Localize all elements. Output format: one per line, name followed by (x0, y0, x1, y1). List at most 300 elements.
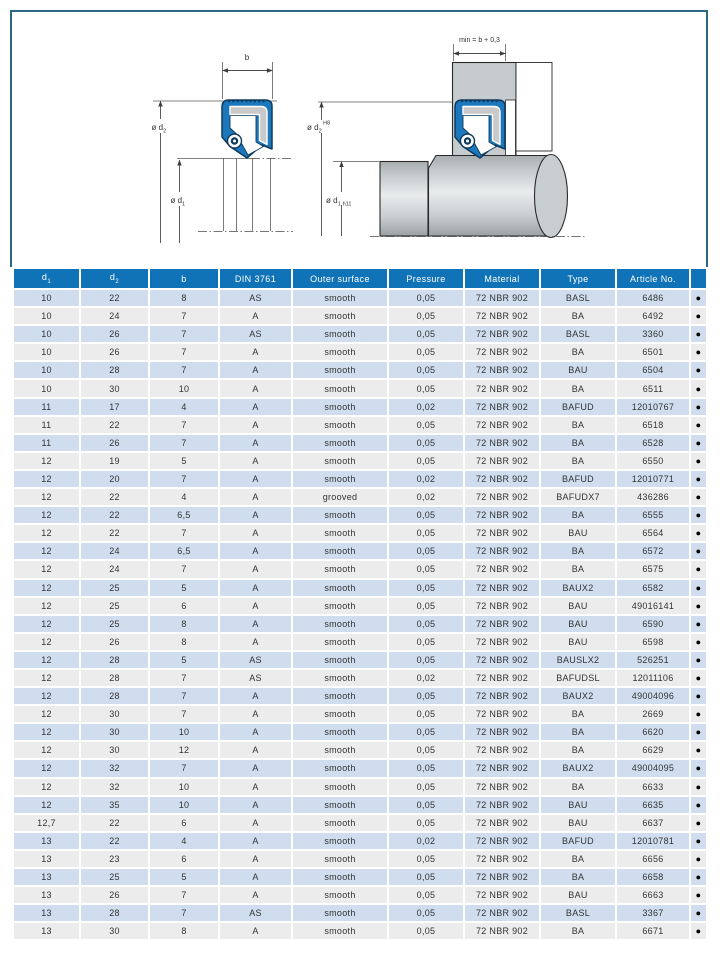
table-cell: 7 (150, 308, 218, 324)
table-row (14, 833, 706, 849)
table-cell: 25 (81, 598, 148, 614)
table-cell: BASL (541, 905, 615, 921)
table-cell: 72 NBR 902 (465, 923, 539, 939)
table-cell: 72 NBR 902 (465, 507, 539, 523)
table-cell: A (220, 380, 291, 396)
table-cell: 19 (81, 453, 148, 469)
table-cell: 12 (150, 742, 218, 758)
table-cell: smooth (293, 453, 387, 469)
table-row (14, 399, 706, 415)
availability-dot: ● (691, 471, 706, 487)
shaft-end-face (535, 155, 568, 238)
table-cell: AS (220, 290, 291, 306)
table-cell: A (220, 362, 291, 378)
table-row (14, 380, 706, 396)
col-header-din: DIN 3761 (220, 269, 291, 288)
table-cell: 72 NBR 902 (465, 797, 539, 813)
table-cell: BA (541, 869, 615, 885)
table-cell: BAU (541, 362, 615, 378)
table-row (14, 887, 706, 903)
table-cell: 30 (81, 923, 148, 939)
table-cell: A (220, 543, 291, 559)
table-row (14, 742, 706, 758)
table-cell: smooth (293, 634, 387, 650)
table-cell: BASL (541, 290, 615, 306)
table-cell: 26 (81, 326, 148, 342)
availability-dot: ● (691, 760, 706, 776)
table-cell: 22 (81, 417, 148, 433)
table-cell: 4 (150, 489, 218, 505)
availability-dot: ● (691, 435, 706, 451)
table-cell: BAU (541, 598, 615, 614)
table-cell: smooth (293, 923, 387, 939)
table-cell: BA (541, 923, 615, 939)
table-cell: 72 NBR 902 (465, 471, 539, 487)
table-cell: smooth (293, 652, 387, 668)
table-cell: 0,05 (389, 923, 463, 939)
table-cell: 7 (150, 887, 218, 903)
table-cell: AS (220, 652, 291, 668)
table-cell: 5 (150, 580, 218, 596)
table-cell: 8 (150, 616, 218, 632)
table-cell: smooth (293, 308, 387, 324)
table-cell: 17 (81, 399, 148, 415)
table-row (14, 688, 706, 704)
table-cell: 6575 (617, 561, 689, 577)
table-cell: 6504 (617, 362, 689, 378)
table-cell: 49004095 (617, 760, 689, 776)
table-cell: 26 (81, 435, 148, 451)
table-cell: 72 NBR 902 (465, 399, 539, 415)
table-cell: 0,05 (389, 417, 463, 433)
table-row (14, 905, 706, 921)
mounted-seal-diagram (305, 37, 585, 238)
availability-dot: ● (691, 417, 706, 433)
table-cell: 6528 (617, 435, 689, 451)
table-cell: smooth (293, 380, 387, 396)
table-cell: 22 (81, 525, 148, 541)
table-cell: 7 (150, 760, 218, 776)
availability-dot: ● (691, 344, 706, 360)
availability-dot: ● (691, 580, 706, 596)
table-cell: BASL (541, 326, 615, 342)
table-cell: BAFUD (541, 833, 615, 849)
table-cell: BA (541, 417, 615, 433)
table-row (14, 598, 706, 614)
table-cell: 6486 (617, 290, 689, 306)
table-cell: 28 (81, 670, 148, 686)
table-cell: smooth (293, 417, 387, 433)
table-cell: 72 NBR 902 (465, 489, 539, 505)
availability-dot: ● (691, 380, 706, 396)
table-row (14, 417, 706, 433)
table-cell: BA (541, 706, 615, 722)
table-cell: 32 (81, 779, 148, 795)
table-cell: 5 (150, 453, 218, 469)
col-header-outer-surface: Outer surface (293, 269, 387, 288)
table-cell: 12 (14, 543, 79, 559)
table-cell: 0,02 (389, 399, 463, 415)
table-row (14, 362, 706, 378)
table-cell: 26 (81, 887, 148, 903)
table-cell: 10 (14, 344, 79, 360)
table-cell: A (220, 742, 291, 758)
table-cell: 22 (81, 290, 148, 306)
table-cell: 6564 (617, 525, 689, 541)
table-cell: 22 (81, 489, 148, 505)
table-row (14, 760, 706, 776)
table-cell: 0,05 (389, 580, 463, 596)
table-cell: smooth (293, 815, 387, 831)
table-cell: 26 (81, 344, 148, 360)
table-cell: 3360 (617, 326, 689, 342)
table-cell: A (220, 797, 291, 813)
table-cell: 6658 (617, 869, 689, 885)
table-cell: 7 (150, 362, 218, 378)
table-cell: 12 (14, 471, 79, 487)
table-cell: 0,05 (389, 525, 463, 541)
table-cell: 0,05 (389, 561, 463, 577)
table-cell: 72 NBR 902 (465, 670, 539, 686)
table-cell: AS (220, 670, 291, 686)
table-cell: 30 (81, 706, 148, 722)
table-cell: 24 (81, 543, 148, 559)
table-cell: 12 (14, 706, 79, 722)
table-cell: 0,05 (389, 797, 463, 813)
table-cell: 28 (81, 905, 148, 921)
table-cell: 7 (150, 905, 218, 921)
table-cell: smooth (293, 543, 387, 559)
table-cell: A (220, 417, 291, 433)
table-row (14, 815, 706, 831)
table-cell: 72 NBR 902 (465, 815, 539, 831)
table-cell: 0,05 (389, 688, 463, 704)
table-cell: 7 (150, 706, 218, 722)
table-cell: A (220, 815, 291, 831)
table-cell: 13 (14, 851, 79, 867)
table-cell: 72 NBR 902 (465, 724, 539, 740)
table-cell: 72 NBR 902 (465, 362, 539, 378)
table-cell: A (220, 779, 291, 795)
table-cell: A (220, 706, 291, 722)
table-row (14, 453, 706, 469)
table-cell: 6572 (617, 543, 689, 559)
table-cell: 72 NBR 902 (465, 688, 539, 704)
table-cell: 6492 (617, 308, 689, 324)
table-cell: BAU (541, 815, 615, 831)
table-cell: A (220, 344, 291, 360)
table-cell: A (220, 489, 291, 505)
table-cell: 72 NBR 902 (465, 905, 539, 921)
table-cell: A (220, 887, 291, 903)
availability-dot: ● (691, 507, 706, 523)
table-cell: A (220, 435, 291, 451)
table-cell: 8 (150, 634, 218, 650)
availability-dot: ● (691, 724, 706, 740)
table-cell: 25 (81, 869, 148, 885)
table-cell: 6 (150, 815, 218, 831)
table-cell: smooth (293, 507, 387, 523)
table-cell: 6633 (617, 779, 689, 795)
table-row (14, 507, 706, 523)
table-cell: 72 NBR 902 (465, 435, 539, 451)
table-cell: 0,05 (389, 616, 463, 632)
table-cell: 6590 (617, 616, 689, 632)
table-cell: 72 NBR 902 (465, 326, 539, 342)
table-cell: 0,02 (389, 471, 463, 487)
table-cell: smooth (293, 435, 387, 451)
table-cell: 13 (14, 923, 79, 939)
table-cell: 6,5 (150, 507, 218, 523)
table-cell: 13 (14, 905, 79, 921)
table-cell: 72 NBR 902 (465, 887, 539, 903)
table-cell: smooth (293, 326, 387, 342)
table-cell: 10 (150, 380, 218, 396)
table-row (14, 290, 706, 306)
table-cell: 5 (150, 869, 218, 885)
table-cell: smooth (293, 525, 387, 541)
table-cell: 4 (150, 833, 218, 849)
table-cell: 72 NBR 902 (465, 598, 539, 614)
table-row (14, 616, 706, 632)
table-cell: 4 (150, 399, 218, 415)
table-cell: 12 (14, 779, 79, 795)
table-cell: 10 (150, 797, 218, 813)
table-cell: 25 (81, 580, 148, 596)
table-cell: A (220, 507, 291, 523)
table-row (14, 724, 706, 740)
table-cell: smooth (293, 851, 387, 867)
availability-dot: ● (691, 326, 706, 342)
bore-clearance (506, 100, 516, 156)
table-cell: A (220, 760, 291, 776)
table-cell: AS (220, 905, 291, 921)
table-row (14, 797, 706, 813)
d2-label: ø $d_2$ (151, 123, 167, 135)
table-cell: A (220, 923, 291, 939)
table-cell: A (220, 616, 291, 632)
table-row (14, 326, 706, 342)
table-cell: 12 (14, 453, 79, 469)
table-cell: 6635 (617, 797, 689, 813)
table-cell: A (220, 851, 291, 867)
table-cell: 30 (81, 724, 148, 740)
table-cell: 6501 (617, 344, 689, 360)
table-row (14, 580, 706, 596)
availability-dot: ● (691, 489, 706, 505)
table-cell: BAUSLX2 (541, 652, 615, 668)
table-cell: 7 (150, 435, 218, 451)
table-cell: 12 (14, 652, 79, 668)
table-row (14, 543, 706, 559)
availability-dot: ● (691, 742, 706, 758)
table-cell: 0,05 (389, 724, 463, 740)
table-cell: 12 (14, 742, 79, 758)
table-cell: BA (541, 380, 615, 396)
table-row (14, 851, 706, 867)
table-cell: smooth (293, 471, 387, 487)
table-cell: 0,02 (389, 489, 463, 505)
table-cell: 13 (14, 833, 79, 849)
table-cell: A (220, 688, 291, 704)
table-cell: 72 NBR 902 (465, 833, 539, 849)
table-cell: 0,05 (389, 290, 463, 306)
table-cell: 72 NBR 902 (465, 634, 539, 650)
table-cell: 23 (81, 851, 148, 867)
col-header-d1: $d_1$ (14, 269, 79, 288)
table-cell: 0,05 (389, 435, 463, 451)
table-cell: 72 NBR 902 (465, 290, 539, 306)
availability-dot: ● (691, 688, 706, 704)
table-cell: 11 (14, 435, 79, 451)
table-cell: 10 (150, 724, 218, 740)
col-header-b: b (150, 269, 218, 288)
table-cell: 6637 (617, 815, 689, 831)
table-cell: 0,05 (389, 598, 463, 614)
table-cell: 0,02 (389, 833, 463, 849)
table-cell: 10 (150, 779, 218, 795)
table-cell: 12 (14, 688, 79, 704)
table-cell: 11 (14, 417, 79, 433)
table-cell: A (220, 399, 291, 415)
table-cell: 32 (81, 760, 148, 776)
table-cell: 72 NBR 902 (465, 760, 539, 776)
table-cell: 30 (81, 380, 148, 396)
table-cell: smooth (293, 580, 387, 596)
table-cell: 0,05 (389, 869, 463, 885)
table-cell: BA (541, 851, 615, 867)
table-cell: smooth (293, 760, 387, 776)
width-b-label: b (244, 53, 250, 62)
table-cell: 10 (14, 308, 79, 324)
table-cell: 22 (81, 507, 148, 523)
table-cell: smooth (293, 598, 387, 614)
table-cell: 0,05 (389, 779, 463, 795)
table-cell: 8 (150, 923, 218, 939)
availability-dot: ● (691, 362, 706, 378)
table-cell: 6518 (617, 417, 689, 433)
table-cell: 0,05 (389, 706, 463, 722)
availability-dot: ● (691, 797, 706, 813)
table-cell: 72 NBR 902 (465, 543, 539, 559)
table-cell: 72 NBR 902 (465, 561, 539, 577)
table-cell: 7 (150, 670, 218, 686)
table-cell: smooth (293, 561, 387, 577)
housing-bore-step (516, 63, 552, 152)
table-cell: 12 (14, 724, 79, 740)
col-header-availability (691, 269, 706, 288)
table-cell: BA (541, 507, 615, 523)
table-cell: 6620 (617, 724, 689, 740)
table-cell: 22 (81, 833, 148, 849)
availability-dot: ● (691, 851, 706, 867)
table-cell: 6550 (617, 453, 689, 469)
table-cell: smooth (293, 742, 387, 758)
table-cell: 28 (81, 362, 148, 378)
table-row (14, 471, 706, 487)
table-cell: 10 (14, 326, 79, 342)
table-cell: BAU (541, 634, 615, 650)
col-header-pressure: Pressure (389, 269, 463, 288)
table-cell: smooth (293, 887, 387, 903)
table-row (14, 869, 706, 885)
availability-dot: ● (691, 706, 706, 722)
table-cell: 6663 (617, 887, 689, 903)
table-cell: BA (541, 543, 615, 559)
table-cell: 0,05 (389, 543, 463, 559)
table-cell: 0,02 (389, 670, 463, 686)
table-cell: 12 (14, 634, 79, 650)
table-cell: 0,05 (389, 887, 463, 903)
table-cell: 26 (81, 634, 148, 650)
table-cell: 12 (14, 760, 79, 776)
table-cell: 72 NBR 902 (465, 652, 539, 668)
col-header-material: Material (465, 269, 539, 288)
table-cell: 0,05 (389, 652, 463, 668)
table-cell: 526251 (617, 652, 689, 668)
table-cell: 0,05 (389, 905, 463, 921)
table-cell: BAU (541, 797, 615, 813)
availability-dot: ● (691, 652, 706, 668)
table-header-row (14, 269, 706, 288)
table-cell: BAUX2 (541, 688, 615, 704)
availability-dot: ● (691, 923, 706, 939)
table-cell: 7 (150, 471, 218, 487)
table-cell: BAU (541, 616, 615, 632)
table-cell: A (220, 724, 291, 740)
table-cell: A (220, 833, 291, 849)
col-header-type: Type (541, 269, 615, 288)
table-row (14, 670, 706, 686)
table-cell: 6 (150, 851, 218, 867)
table-cell: BAFUDX7 (541, 489, 615, 505)
table-cell: A (220, 598, 291, 614)
col-header-d2: $d_2$ (81, 269, 148, 288)
table-row (14, 634, 706, 650)
table-cell: 7 (150, 344, 218, 360)
table-row (14, 779, 706, 795)
availability-dot: ● (691, 525, 706, 541)
table-cell: 35 (81, 797, 148, 813)
table-cell: 12 (14, 670, 79, 686)
d1-label: ø $d_1$ (170, 196, 186, 208)
table-cell: smooth (293, 344, 387, 360)
table-cell: 72 NBR 902 (465, 453, 539, 469)
table-cell: 0,05 (389, 344, 463, 360)
table-cell: 0,05 (389, 380, 463, 396)
table-cell: BA (541, 779, 615, 795)
table-cell: A (220, 308, 291, 324)
seal-cross-section-diagram (149, 53, 293, 243)
availability-dot: ● (691, 399, 706, 415)
table-cell: 6,5 (150, 543, 218, 559)
table-cell: 10 (14, 362, 79, 378)
table-cell: 0,05 (389, 326, 463, 342)
table-cell: 72 NBR 902 (465, 779, 539, 795)
table-cell: smooth (293, 869, 387, 885)
table-cell: 10 (14, 380, 79, 396)
table-cell: 12 (14, 507, 79, 523)
table-cell: smooth (293, 905, 387, 921)
table-cell: 12 (14, 797, 79, 813)
table-cell: 6598 (617, 634, 689, 650)
availability-dot: ● (691, 308, 706, 324)
table-cell: 12010781 (617, 833, 689, 849)
table-cell: 0,05 (389, 453, 463, 469)
table-row (14, 923, 706, 939)
table-row (14, 561, 706, 577)
technical-drawings (0, 0, 720, 262)
